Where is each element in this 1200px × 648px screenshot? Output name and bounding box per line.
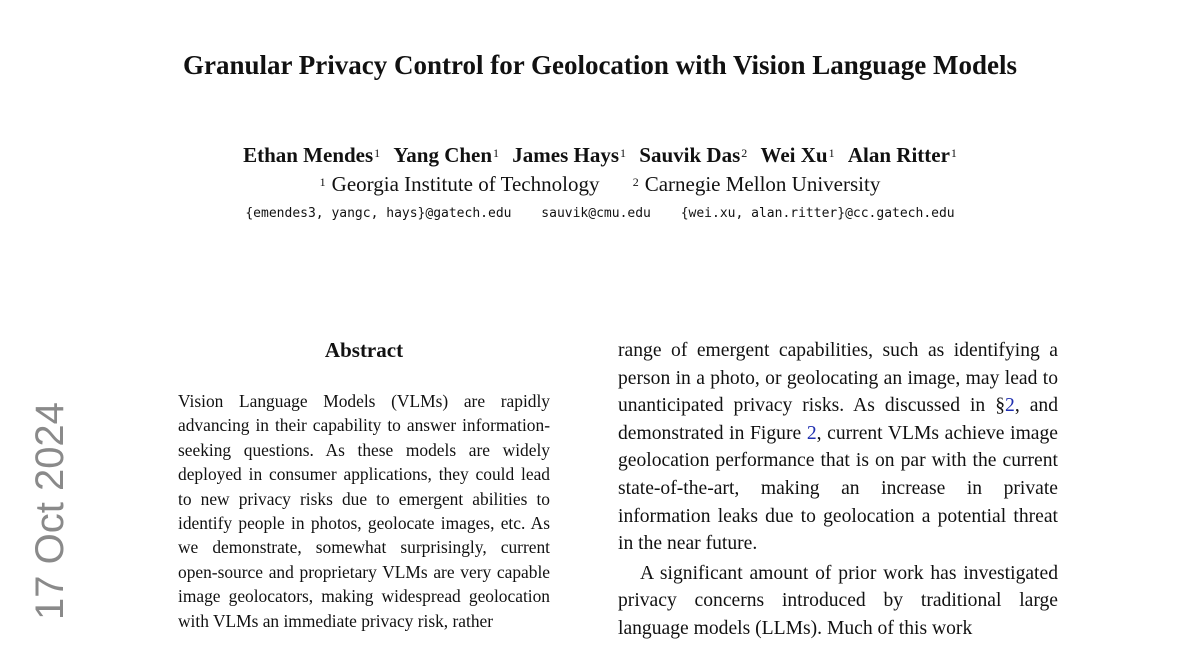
author [512, 143, 626, 167]
figure-ref-link[interactable]: 2 [806, 422, 817, 444]
author [848, 143, 957, 167]
affiliation-list [0, 170, 1200, 198]
author-name: Wei Xu [760, 143, 828, 167]
author-affiliation-mark: 1 [374, 146, 381, 160]
affiliation-name: Georgia Institute of Technology [331, 172, 600, 196]
affiliation-number: 2 [632, 175, 639, 189]
arxiv-date-stamp: 17 Oct 2024 [28, 402, 72, 620]
abstract-heading: Abstract [324, 338, 404, 362]
email-list [0, 205, 1200, 223]
body-paragraph [618, 337, 1058, 558]
abstract-text: Vision Language Models (VLMs) are rapidly advancing in their capability to answer information-seeking questions. As these models are widely deployed in consumer applications, they could lead to new privacy risks due to emergent abilities to identify people in photos, geolocate images, etc. As we demonstrate, somewhat surprisingly, current open-source and proprietary VLMs are very capable image geolocators, making widespread geolocation with VLMs an immediate privacy risk, rather [178, 391, 550, 631]
affiliation-number: 1 [319, 175, 326, 189]
author-name: James Hays [512, 143, 620, 167]
affiliation [633, 172, 881, 196]
author-affiliation-mark: 1 [950, 146, 957, 160]
body-text: , and demonstrated in Figure [618, 395, 1058, 444]
author-list [0, 141, 1200, 169]
section-ref-link[interactable]: 2 [1005, 395, 1015, 417]
body-paragraph: A significant amount of prior work has investigated privacy concerns introduced by traditional large language models (LLMs). Much of this work [618, 562, 1058, 639]
email-address: {emendes3, yangc, hays}@gatech.edu [245, 206, 512, 221]
email-address: {wei.xu, alan.ritter}@cc.gatech.edu [680, 206, 955, 221]
introduction-column [618, 337, 1058, 643]
author-name: Sauvik Das [639, 143, 741, 167]
email-address: sauvik@cmu.edu [541, 206, 651, 221]
author-affiliation-mark: 2 [741, 146, 748, 160]
author-name: Ethan Mendes [243, 143, 374, 167]
author [243, 143, 380, 167]
affiliation [320, 172, 600, 196]
author [393, 143, 499, 167]
author-name: Alan Ritter [847, 143, 950, 167]
author-affiliation-mark: 1 [620, 146, 627, 160]
author [761, 143, 835, 167]
body-text: range of emergent capabilities, such as identifying a person in a photo, or geolocating an image, may lead to unanticipated privacy risks. As discussed in § [618, 340, 1058, 417]
affiliation-name: Carnegie Mellon University [644, 172, 881, 196]
author-affiliation-mark: 1 [828, 146, 835, 160]
author-affiliation-mark: 1 [493, 146, 500, 160]
paper-title: Granular Privacy Control for Geolocation with Vision Language Models [182, 50, 1017, 80]
author-name: Yang Chen [393, 143, 493, 167]
author [639, 143, 747, 167]
body-text: , current VLMs achieve image geolocation performance that is on par with the current state-of-the-art, making an increase in private information leaks due to geolocation a potential threat in the near future. [618, 422, 1059, 555]
